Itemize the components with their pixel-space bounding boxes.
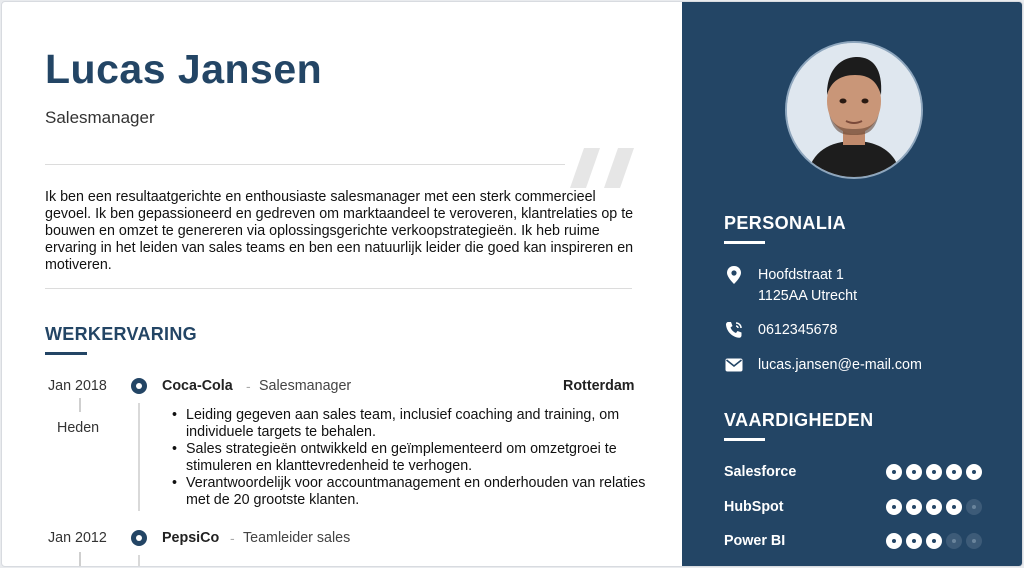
avatar-icon xyxy=(787,43,921,177)
email-address: lucas.jansen@e-mail.com xyxy=(758,357,922,373)
divider-top xyxy=(45,164,565,165)
skill-rating xyxy=(886,499,982,515)
work-entry-1-employer: Coca-Cola xyxy=(162,378,233,394)
address-line-1: Hoofdstraat 1 xyxy=(758,267,844,283)
rating-dot-filled xyxy=(906,464,922,480)
rating-dot-empty xyxy=(966,499,982,515)
bullet-item: • Verantwoordelijk voor accountmanagement en onderhouden van relaties met de 20 grootste klanten. xyxy=(170,475,650,509)
rating-dot-filled xyxy=(886,499,902,515)
bullet-item: • Leiding gegeven aan sales team, inclusief coaching and training, om individuele targets te behalen. xyxy=(170,407,650,441)
skill-name: Power BI xyxy=(724,533,786,549)
sidebar xyxy=(682,2,1023,567)
address-line-2: 1125AA Utrecht xyxy=(758,288,858,304)
rating-dot-empty xyxy=(946,533,962,549)
email-icon xyxy=(724,355,744,375)
bullet-item: • Sales strategieën ontwikkeld en geïmplementeerd om omzetgroei te stimuleren en klanttevredenheid te verhogen. xyxy=(170,441,650,475)
timeline-line xyxy=(138,403,140,511)
resume-page xyxy=(1,1,1023,567)
rating-dot-filled xyxy=(926,464,942,480)
rating-dot-filled xyxy=(946,499,962,515)
rating-dot-filled xyxy=(926,499,942,515)
separator: - xyxy=(246,378,251,394)
phone-icon xyxy=(724,320,744,340)
profile-photo xyxy=(785,41,923,179)
skill-rating xyxy=(886,464,982,480)
timeline-dot xyxy=(131,378,147,394)
main-column xyxy=(2,2,682,567)
work-entry-2-start-date: Jan 2012 xyxy=(48,530,107,546)
timeline-line xyxy=(138,555,140,567)
rating-dot-filled xyxy=(946,464,962,480)
candidate-name: Lucas Jansen xyxy=(45,46,323,92)
personalia-underline xyxy=(724,241,765,244)
timeline-dot xyxy=(131,530,147,546)
work-entry-1-city: Rotterdam xyxy=(563,378,635,394)
location-pin-icon xyxy=(724,265,744,285)
rating-dot-filled xyxy=(886,533,902,549)
work-entry-1-role: Salesmanager xyxy=(259,378,352,394)
rating-dot-filled xyxy=(906,533,922,549)
quote-icon xyxy=(570,148,636,188)
skill-name: HubSpot xyxy=(724,499,784,515)
work-entry-1-end-date: Heden xyxy=(57,420,100,436)
work-entry-1-bullets xyxy=(170,407,650,509)
skill-rating xyxy=(886,533,982,549)
work-experience-heading: WERKERVARING xyxy=(45,324,197,344)
skills-heading: VAARDIGHEDEN xyxy=(724,410,874,430)
candidate-job-title: Salesmanager xyxy=(45,108,155,127)
work-entry-1-start-date: Jan 2018 xyxy=(48,378,107,394)
rating-dot-filled xyxy=(906,499,922,515)
rating-dot-filled xyxy=(966,464,982,480)
rating-dot-filled xyxy=(926,533,942,549)
work-entry-2-role: Teamleider sales xyxy=(243,530,351,546)
date-range-tick xyxy=(79,552,81,567)
separator: - xyxy=(230,530,235,546)
skills-underline xyxy=(724,438,765,441)
rating-dot-empty xyxy=(966,533,982,549)
profile-summary: Ik ben een resultaatgerichte en enthousiaste salesmanager met een sterk commercieel gevoel. Ik ben gepassioneerd en gedreven om marktaandeel te veroveren, klantrelaties op te bouwen en omzet te genereren via oplossingsgerichte verkoopstrategieën. Ik heb ruime ervaring in het leiden van sales teams en ben een natuurlijk leider die goed kan inspireren en motiveren. xyxy=(45,189,634,273)
date-range-tick xyxy=(79,398,81,412)
phone-number: 0612345678 xyxy=(758,322,838,338)
rating-dot-filled xyxy=(886,464,902,480)
work-entry-2-employer: PepsiCo xyxy=(162,530,220,546)
personalia-heading: PERSONALIA xyxy=(724,213,847,233)
divider-middle xyxy=(45,288,632,289)
work-heading-underline xyxy=(45,352,87,355)
skill-name: Salesforce xyxy=(724,464,797,480)
